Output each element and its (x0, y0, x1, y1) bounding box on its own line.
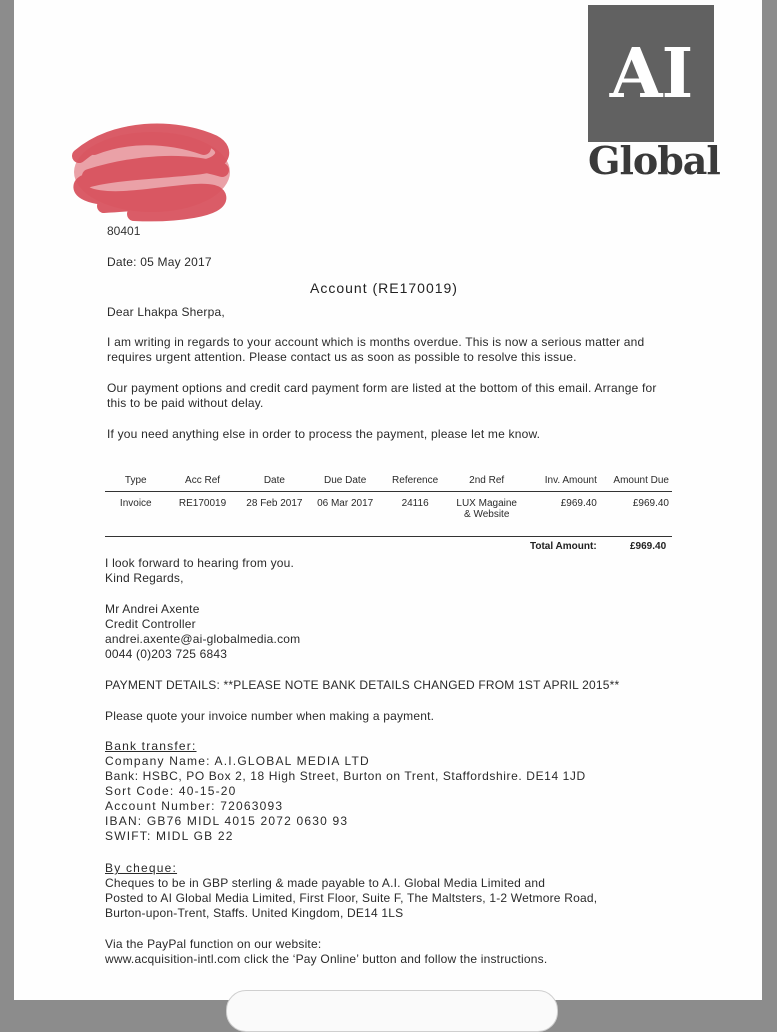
cell-inv-amount: £969.40 (560, 498, 597, 509)
column-header: Reference (380, 472, 450, 492)
column-header: Inv. Amount (523, 472, 600, 492)
redaction-scribble (64, 118, 234, 226)
cell-2nd-ref: LUX Magaine & Website (456, 498, 517, 520)
invoice-table (105, 472, 672, 534)
payment-quote-note: Please quote your invoice number when making a payment. (105, 709, 435, 723)
bank-company-name: Company Name: A.I.GLOBAL MEDIA LTD (105, 754, 370, 768)
salutation: Dear Lhakpa Sherpa, (107, 305, 225, 319)
signature-name: Mr Andrei Axente (105, 602, 200, 616)
company-logo-mark (588, 5, 714, 142)
letter-title: Account (RE170019) (310, 280, 458, 296)
paypal-line-2[interactable]: www.acquisition-intl.com click the ‘Pay Online’ button and follow the instructions. (105, 952, 548, 966)
bank-account-number: Account Number: 72063093 (105, 799, 284, 813)
letter-page (14, 0, 762, 1000)
signature-phone: 0044 (0)203 725 6843 (105, 647, 228, 661)
bank-sort-code: Sort Code: 40-15-20 (105, 784, 237, 798)
cell-due-date: 06 Mar 2017 (317, 498, 374, 509)
bottom-overlay-edge (226, 990, 558, 1032)
column-header: Amount Due (600, 472, 672, 492)
cheque-line-2: Posted to AI Global Media Limited, First Floor, Suite F, The Maltsters, 1-2 Wetmore Road, (105, 891, 598, 905)
bank-address: Bank: HSBC, PO Box 2, 18 High Street, Burton on Trent, Staffordshire. DE14 1JD (105, 769, 586, 783)
paypal-line-1: Via the PayPal function on our website: (105, 937, 322, 951)
cheque-line-1: Cheques to be in GBP sterling & made payable to A.I. Global Media Limited and (105, 876, 546, 890)
column-header: Type (105, 472, 167, 492)
paragraph-1-line-2: requires urgent attention. Please contact us as soon as possible to resolve this issue. (107, 350, 577, 364)
cell-acc-ref: RE170019 (178, 498, 227, 509)
paragraph-2-line-1: Our payment options and credit card payment form are listed at the bottom of this email. Arrange for (107, 381, 657, 395)
paragraph-2-line-2: this to be paid without delay. (107, 396, 264, 410)
signature-role: Credit Controller (105, 617, 196, 631)
invoice-table-header (105, 472, 672, 492)
letter-date: Date: 05 May 2017 (107, 255, 212, 269)
bank-iban: IBAN: GB76 MIDL 4015 2072 0630 93 (105, 814, 349, 828)
cell-type: Invoice (119, 498, 152, 509)
column-header: Acc Ref (167, 472, 239, 492)
cell-reference: 24116 (401, 498, 429, 509)
company-logo-word: Global (588, 138, 720, 183)
closing-line-1: I look forward to hearing from you. (105, 556, 295, 570)
bank-swift: SWIFT: MIDL GB 22 (105, 829, 234, 843)
cheque-line-3: Burton-upon-Trent, Staffs. United Kingdom, DE14 1LS (105, 906, 404, 920)
payment-notice: PAYMENT DETAILS: **PLEASE NOTE BANK DETAILS CHANGED FROM 1ST APRIL 2015** (105, 678, 620, 692)
cell-amount-due: £969.40 (632, 498, 669, 509)
table-bottom-rule (105, 536, 672, 537)
bank-transfer-heading: Bank transfer: (105, 739, 197, 753)
column-header: Due Date (310, 472, 380, 492)
table-row (105, 492, 672, 535)
cell-date: 28 Feb 2017 (246, 498, 303, 509)
redacted-address-fragment: 80401 (107, 224, 141, 238)
paragraph-1-line-1: I am writing in regards to your account which is months overdue. This is now a serious matter and (107, 335, 645, 349)
closing-line-2: Kind Regards, (105, 571, 184, 585)
logo-mark-text: AI (609, 33, 693, 114)
total-amount-label: Total Amount: (530, 541, 597, 552)
cheque-heading: By cheque: (105, 861, 178, 875)
column-header: 2nd Ref (450, 472, 523, 492)
total-amount-value: £969.40 (630, 541, 667, 552)
column-header: Date (239, 472, 311, 492)
paragraph-3: If you need anything else in order to process the payment, please let me know. (107, 427, 541, 441)
signature-email[interactable]: andrei.axente@ai-globalmedia.com (105, 632, 301, 646)
